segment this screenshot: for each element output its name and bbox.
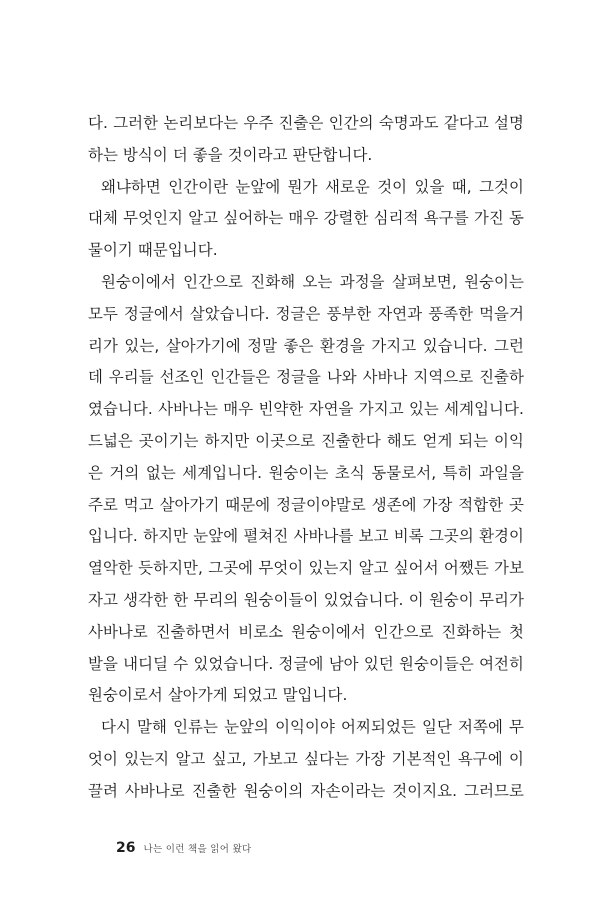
page-number: 26 [116, 840, 136, 856]
text-line: 입니다. 하지만 눈앞에 펼쳐진 사바나를 보고 비록 그곳의 환경이 [88, 527, 524, 546]
body-text [88, 108, 524, 808]
text-line: 원숭이에서 인간으로 진화해 오는 과정을 살펴보면, 원숭이는 [101, 272, 524, 291]
text-line: 엇이 있는지 알고 싶고, 가보고 싶다는 가장 기본적인 욕구에 이 [88, 749, 524, 768]
text-line: 왜냐하면 인간이란 눈앞에 뭔가 새로운 것이 있을 때, 그것이 [101, 177, 524, 196]
text-line: 끌려 사바나로 진출한 원숭이의 자손이라는 것이지요. 그러므로 [88, 781, 524, 800]
text-line: 드넓은 곳이기는 하지만 이곳으로 진출한다 해도 얻게 되는 이익 [88, 431, 524, 450]
text-line: 모두 정글에서 살았습니다. 정글은 풍부한 자연과 풍족한 먹을거 [88, 304, 524, 323]
text-line: 열악한 듯하지만, 그곳에 무엇이 있는지 알고 싶어서 어쨌든 가보 [88, 559, 524, 578]
text-line: 하는 방식이 더 좋을 것이라고 판단합니다. [88, 145, 373, 164]
paragraph [88, 172, 524, 267]
text-line: 자고 생각한 한 무리의 원숭이들이 있었습니다. 이 원숭이 무리가 [88, 590, 524, 609]
text-line: 원숭이로서 살아가게 되었고 말입니다. [88, 686, 348, 705]
text-line: 은 거의 없는 세계입니다. 원숭이는 초식 동물로서, 특히 과일을 [88, 463, 524, 482]
text-line: 리가 있는, 살아가기에 정말 좋은 환경을 가지고 있습니다. 그런 [88, 336, 524, 355]
running-title: 나는 이런 책을 읽어 왔다 [143, 844, 252, 855]
page-footer [116, 840, 252, 862]
text-line: 주로 먹고 살아가기 때문에 정글이야말로 생존에 가장 적합한 곳 [88, 495, 524, 514]
text-line: 발을 내디딜 수 있었습니다. 정글에 남아 있던 원숭이들은 여전히 [88, 654, 524, 673]
text-line: 사바나로 진출하면서 비로소 원숭이에서 인간으로 진화하는 첫 [88, 622, 524, 641]
paragraph [88, 108, 524, 172]
paragraph [88, 267, 524, 712]
text-line: 데 우리들 선조인 인간들은 정글을 나와 사바나 지역으로 진출하 [88, 368, 524, 387]
text-line: 였습니다. 사바나는 매우 빈약한 자연을 가지고 있는 세계입니다. [88, 400, 524, 419]
text-line: 물이기 때문입니다. [88, 241, 218, 260]
text-line: 다. 그러한 논리보다는 우주 진출은 인간의 숙명과도 같다고 설명 [88, 114, 524, 132]
text-line: 대체 무엇인지 알고 싶어하는 매우 강렬한 심리적 욕구를 가진 동 [88, 209, 524, 228]
paragraph [88, 712, 524, 807]
text-line: 다시 말해 인류는 눈앞의 이익이야 어찌되었든 일단 저쪽에 무 [101, 718, 524, 737]
